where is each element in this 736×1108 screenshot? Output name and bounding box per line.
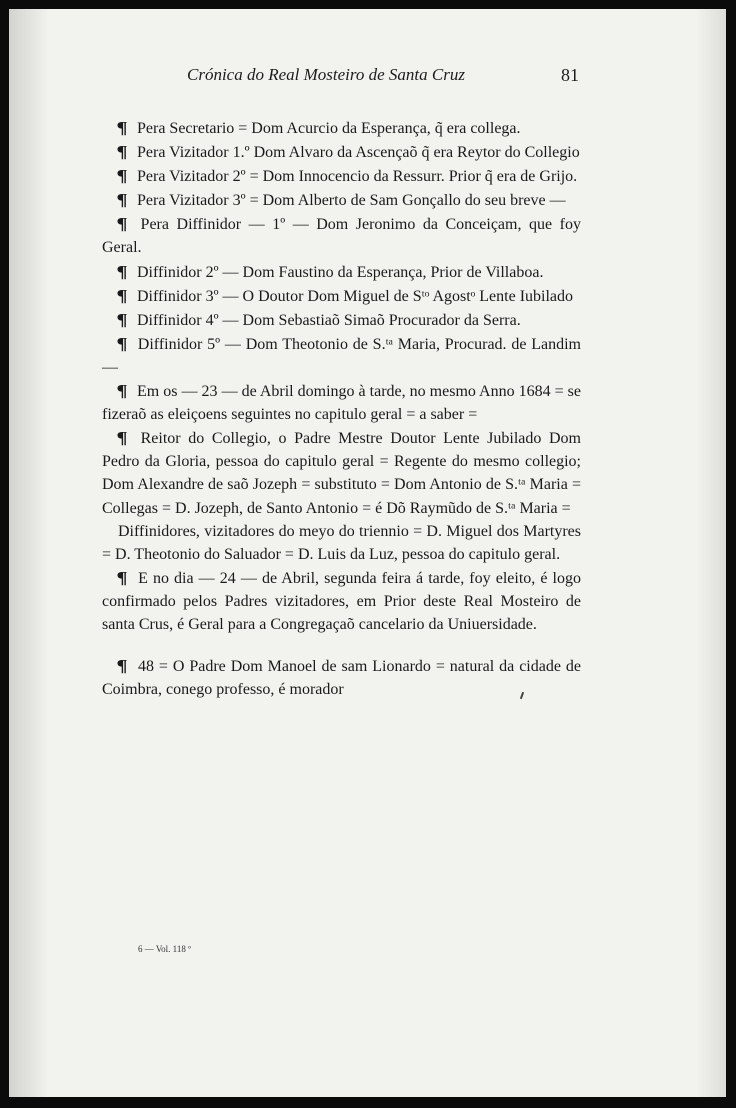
paragraph-text: Diffinidor 4º — Dom Sebastiaõ Simaõ Procurador da Serra.: [137, 311, 521, 329]
paragraph-text: Pera Secretario = Dom Acurcio da Esperança, q̃ era collega.: [137, 120, 521, 137]
pilcrow-icon: ¶: [116, 214, 128, 234]
body-text: [102, 116, 581, 701]
paragraph: [102, 260, 581, 284]
paragraph-text: Pera Diffinidor — 1º — Dom Jeronimo da Conceiçam, que foy Geral.: [102, 216, 581, 257]
paragraph: [102, 566, 581, 636]
paragraph: [102, 188, 581, 212]
paragraph: [102, 654, 581, 701]
paragraph: [102, 164, 581, 188]
pilcrow-icon: ¶: [116, 656, 128, 676]
paragraph-text: Reitor do Collegio, o Padre Mestre Doutor Lente Jubilado Dom Pedro da Gloria, pessoa do capitulo geral = Regente do mesmo collegio; Dom Alexandre de saõ Jozeph = substituto = Dom Antonio de S.ᵗᵃ Maria = Collegas = D. Jozeph, de Santo Antonio = é Dõ Raymũdo de S.ᵗᵃ Maria =: [102, 430, 581, 517]
paragraph: [102, 140, 581, 164]
paragraph-text: Diffinidor 3º — O Doutor Dom Miguel de Sᵗᵒ Agostᵒ Lente Iubilado: [137, 287, 574, 305]
paragraph-text: Diffinidor 2º — Dom Faustino da Esperança, Prior de Villaboa.: [137, 263, 544, 281]
paragraph-text: Diffinidores, vizitadores do meyo do triennio = D. Miguel dos Martyres = D. Theotonio do Saluador = D. Luis da Luz, pessoa do capitulo geral.: [102, 522, 581, 563]
paragraph: [102, 379, 581, 426]
pilcrow-icon: ¶: [116, 190, 128, 210]
running-title: Crónica do Real Mosteiro de Santa Cruz: [187, 65, 465, 84]
paragraph: [102, 116, 581, 140]
pilcrow-icon: ¶: [116, 261, 128, 281]
paragraph-text: 48 = O Padre Dom Manoel de sam Lionardo = natural da cidade de Coimbra, conego professo, é morador: [102, 658, 582, 699]
paragraph-text: Pera Vizitador 2º = Dom Innocencio da Ressurr. Prior q̃ era de Grijo.: [137, 168, 578, 186]
paragraph-text: Diffinidor 5º — Dom Theotonio de S.ᵗᵃ Maria, Procurad. de Landim —: [102, 335, 581, 376]
pilcrow-icon: ¶: [116, 381, 128, 401]
pilcrow-icon: ¶: [116, 567, 128, 587]
pilcrow-icon: ¶: [116, 333, 128, 353]
paragraph-text: Pera Vizitador 3º = Dom Alberto de Sam Gonçallo do seu breve —: [137, 192, 566, 210]
paragraph: [102, 426, 581, 519]
document-page: [9, 9, 726, 1097]
paragraph: [102, 284, 581, 308]
page-number: 81: [561, 65, 579, 85]
page-header: [179, 65, 579, 91]
pilcrow-icon: ¶: [116, 285, 128, 305]
pilcrow-icon: ¶: [116, 309, 128, 329]
printer-signature: 6 — Vol. 118 º: [138, 944, 191, 954]
paragraph-text: Em os — 23 — de Abril domingo à tarde, no mesmo Anno 1684 = se fizeraõ as eleiçoens seguintes no capitulo geral = a saber =: [102, 383, 582, 424]
pilcrow-icon: ¶: [116, 142, 128, 162]
paragraph: [102, 332, 581, 379]
pilcrow-icon: ¶: [116, 118, 128, 137]
pilcrow-icon: ¶: [116, 428, 128, 448]
paragraph: [102, 212, 581, 259]
paragraph: [102, 520, 581, 566]
paragraph-text: E no dia — 24 — de Abril, segunda feira á tarde, foy eleito, é logo confirmado pelos Padres vizitadores, em Prior deste Real Mosteiro de santa Crus, é Geral para a Congregaçaõ cancelario da Uniuersidade.: [102, 569, 581, 633]
paragraph-text: Pera Vizitador 1.º Dom Alvaro da Ascençaõ q̃ era Reytor do Collegio: [137, 144, 580, 162]
pilcrow-icon: ¶: [116, 166, 128, 186]
paragraph: [102, 308, 581, 332]
